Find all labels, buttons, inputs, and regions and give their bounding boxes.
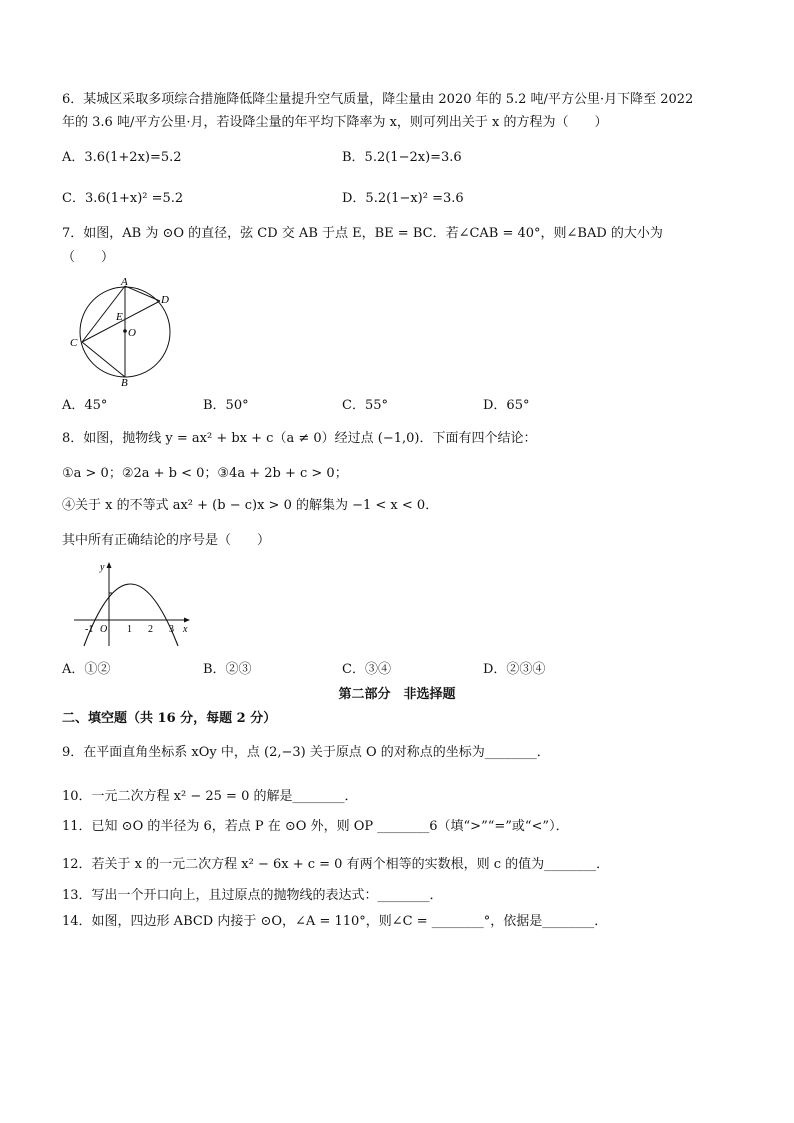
- q7-option-d: D．65°: [483, 398, 530, 413]
- label-1: 1: [127, 624, 132, 635]
- q11: 11．已知 ⊙O 的半径为 6，若点 P 在 ⊙O 外，则 OP ________6（填“>”“=”或“<”）．: [62, 819, 569, 834]
- section2-title: 二、填空题（共 16 分，每题 2 分）: [62, 711, 277, 726]
- q7-circle-figure: [64, 276, 186, 388]
- q8-line3: ④关于 x 的不等式 ax² + (b − c)x > 0 的解集为 −1 < x < 0．: [62, 498, 439, 513]
- q12: 12．若关于 x 的一元二次方程 x² − 6x + c = 0 有两个相等的实数根，则 c 的值为________．: [62, 857, 610, 872]
- label-o: O: [100, 624, 108, 635]
- q6-line1: 6．某城区采取多项综合措施降低降尘量提升空气质量，降尘量由 2020 年的 5.2 吨/平方公里·月下降至 2022: [62, 92, 694, 107]
- q8-option-a: A．①②: [62, 662, 111, 677]
- parabola-curve: [84, 584, 178, 646]
- q6-line2: 年的 3.6 吨/平方公里·月，若设降尘量的年平均下降率为 x，则可列出关于 x 的方程为（ ）: [62, 115, 608, 130]
- q14: 14．如图，四边形 ABCD 内接于 ⊙O，∠A = 110°，则∠C = ________°，依据是________．: [62, 914, 608, 929]
- q9: 9．在平面直角坐标系 xOy 中，点 (2,−3) 关于原点 O 的对称点的坐标为________．: [62, 745, 550, 760]
- q8-option-c: C．③④: [342, 662, 391, 677]
- label-b: B: [121, 377, 128, 388]
- q8-parabola-figure: [70, 558, 196, 650]
- center-dot: [123, 329, 127, 333]
- label-d: D: [161, 294, 169, 306]
- q7-option-a: A．45°: [62, 398, 108, 413]
- label-y: y: [100, 562, 105, 573]
- q7-line1: 7．如图，AB 为 ⊙O 的直径，弦 CD 交 AB 于点 E，BE = BC．若∠CAB = 40°，则∠BAD 的大小为: [62, 226, 663, 241]
- label-neg1: -1: [85, 624, 94, 635]
- q6-option-b: B．5.2(1−2x)=3.6: [342, 150, 462, 165]
- label-2: 2: [148, 624, 153, 635]
- q8-line4: 其中所有正确结论的序号是（ ）: [62, 533, 271, 548]
- label-o: O: [128, 327, 136, 339]
- chord-ad: [125, 286, 160, 301]
- q8-line1: 8．如图，抛物线 y = ax² + bx + c（a ≠ 0）经过点 (−1,0)．下面有四个结论：: [62, 431, 537, 446]
- q7-line2: （ ）: [62, 250, 115, 265]
- label-e: E: [116, 311, 123, 323]
- q8-option-d: D．②③④: [483, 662, 546, 677]
- q7-option-c: C．55°: [342, 398, 388, 413]
- part2-title: 第二部分 非选择题: [338, 687, 456, 702]
- label-a: A: [121, 276, 128, 288]
- q6-option-c: C．3.6(1+x)² =5.2: [62, 191, 184, 206]
- q7-option-b: B．50°: [203, 398, 249, 413]
- q13: 13．写出一个开口向上，且过原点的抛物线的表达式：________．: [62, 888, 443, 903]
- q6-option-d: D．5.2(1−x)² =3.6: [342, 191, 464, 206]
- q10: 10．一元二次方程 x² − 25 = 0 的解是________．: [62, 789, 358, 804]
- q6-option-a: A．3.6(1+2x)=5.2: [62, 150, 182, 165]
- label-x: x: [183, 624, 188, 635]
- label-c: C: [70, 337, 78, 349]
- q8-line2: ①a > 0；②2a + b < 0；③4a + 2b + c > 0；: [62, 466, 348, 481]
- x-axis-arrow: [184, 618, 190, 623]
- label-3: 3: [169, 624, 174, 635]
- y-axis-arrow: [107, 562, 112, 568]
- q8-option-b: B．②③: [203, 662, 252, 677]
